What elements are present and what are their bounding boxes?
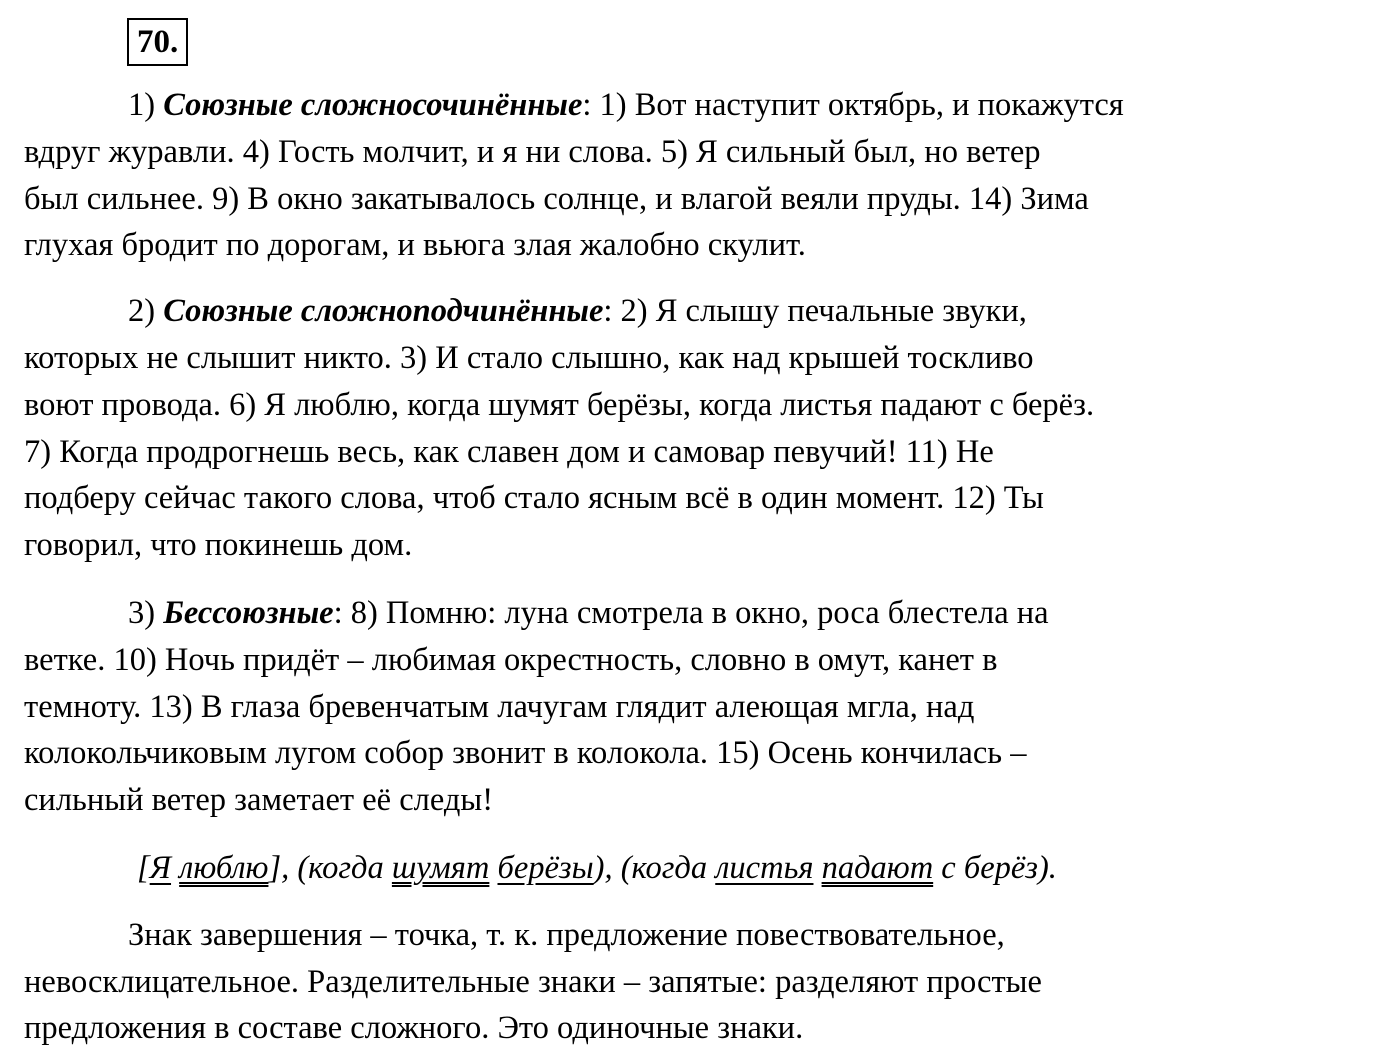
- group-1-number: 1): [128, 87, 156, 123]
- group-2-term: Союзные сложноподчинённые: [163, 293, 604, 330]
- group-3-sep: :: [333, 594, 351, 631]
- group-2-text-line: 7) Когда продрогнешь весь, как славен дом и самовар певучий! 11) Не: [24, 433, 994, 470]
- spacer: [24, 269, 1376, 288]
- group-1-text-line: глухая бродит по дорогам, и вьюга злая жалобно скулит.: [24, 227, 806, 264]
- scheme-predicate: люблю: [179, 849, 269, 886]
- conclusion-line: невосклицательное. Разделительные знаки – запятые: разделяют простые: [24, 963, 1042, 1000]
- group-2-text-line: подберу сейчас такого слова, чтоб стало ясным всё в один момент. 12) Ты: [24, 480, 1044, 517]
- group-3-term: Бессоюзные: [163, 594, 334, 631]
- group-1-line-1: [24, 82, 1376, 129]
- group-1-text-line: был сильнее. 9) В окно закатывалось солнце, и влагой веяли пруды. 14) Зима: [24, 180, 1089, 217]
- group-1-text-line: вдруг журавли. 4) Гость молчит, и я ни слова. 5) Я сильный был, но ветер: [24, 133, 1041, 170]
- scheme-subject: Я: [149, 849, 172, 886]
- group-2-line-1: [24, 288, 1376, 335]
- group-3-text-line: темноту. 13) В глаза бревенчатым лачугам глядит алеющая мгла, над: [24, 688, 975, 725]
- scheme-clause-end: с берёз).: [933, 849, 1057, 886]
- group-1: [24, 82, 1376, 269]
- group-1-sep: :: [582, 87, 600, 123]
- scheme-clause-start: (когда: [297, 849, 392, 886]
- scheme-predicate: шумят: [391, 849, 490, 886]
- sentence-scheme: [24, 845, 1376, 892]
- group-1-term: Союзные сложносочинённые: [163, 87, 583, 123]
- group-3-text-line: сильный ветер заметает её следы!: [24, 782, 494, 819]
- group-2-text-line: воют провода. 6) Я люблю, когда шумят берёзы, когда листья падают с берёз.: [24, 386, 1095, 423]
- group-3-line-1: [24, 590, 1376, 637]
- group-3-text-line: 8) Помню: луна смотрела в окно, роса блестела на: [350, 594, 1049, 631]
- group-2-text-line: говорил, что покинешь дом.: [24, 527, 413, 564]
- scheme-subject: берёзы: [497, 849, 594, 886]
- group-3-text-line: ветке. 10) Ночь придёт – любимая окрестность, словно в омут, канет в: [24, 641, 998, 678]
- group-2-text-line: которых не слышит никто. 3) И стало слышно, как над крышей тоскливо: [24, 339, 1034, 376]
- answer-text: [24, 82, 1376, 1052]
- group-1-text-line: 1) Вот наступит октябрь, и покажутся: [599, 87, 1124, 123]
- conclusion-line: предложения в составе сложного. Это одиночные знаки.: [24, 1010, 804, 1047]
- scheme-clause-start: (когда: [620, 849, 716, 886]
- group-2-number: 2): [128, 293, 156, 330]
- exercise-number: 70.: [127, 18, 188, 66]
- group-3-text-line: колокольчиковым лугом собор звонит в колокола. 15) Осень кончилась –: [24, 735, 1027, 772]
- conclusion: [24, 912, 1376, 1052]
- group-3: [24, 590, 1376, 824]
- group-2-text-line: 2) Я слышу печальные звуки,: [620, 293, 1027, 330]
- spacer: [24, 824, 1376, 845]
- scheme-subject: листья: [715, 849, 814, 886]
- scheme-predicate: падают: [821, 849, 934, 886]
- scheme-bracket: [: [137, 849, 150, 886]
- spacer: [24, 569, 1376, 590]
- group-2-sep: :: [603, 293, 621, 330]
- conclusion-line: Знак завершения – точка, т. к. предложение повествовательное,: [128, 916, 1005, 953]
- spacer: [24, 892, 1376, 912]
- scheme-bracket: ],: [268, 849, 298, 886]
- scheme-clause-end: ),: [593, 849, 621, 886]
- group-3-number: 3): [128, 594, 156, 631]
- group-2: [24, 288, 1376, 569]
